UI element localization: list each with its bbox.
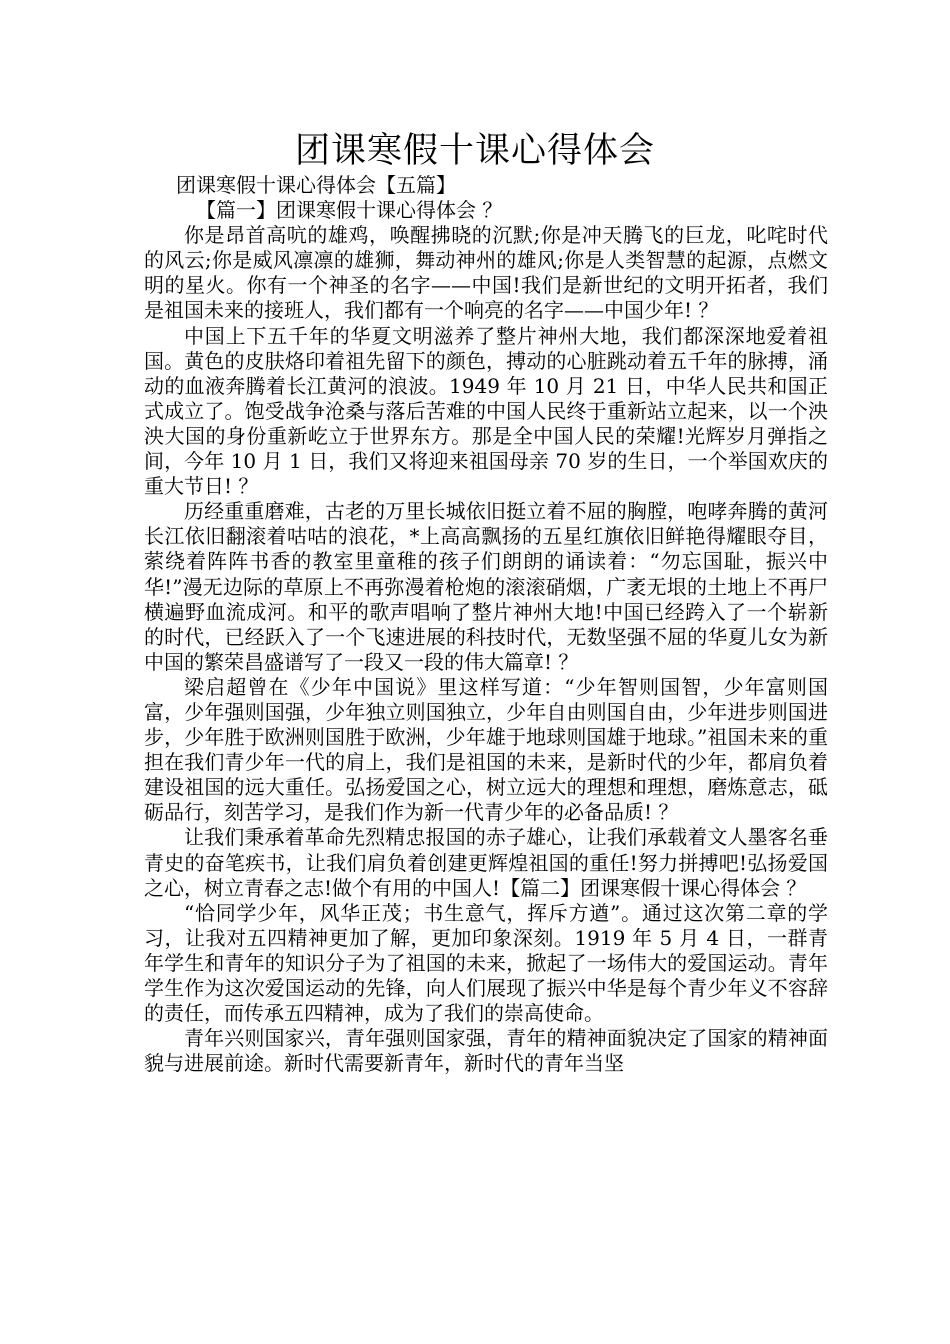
document-title: 团课寒假十课心得体会 [294, 131, 655, 171]
body-paragraph: 让我们秉承着革命先烈精忠报国的赤子雄心，让我们承载着文人墨客名垂青史的奋笔疾书，让我们肩负着创建更辉煌祖国的重任!努力拼搏吧!弘扬爱国之心，树立青春之志!做个有用的中国人!【篇二】团课寒假十课心得体会 ？ [144, 825, 828, 900]
body-paragraph: 历经重重磨难，古老的万里长城依旧挺立着不屈的胸膛，咆哮奔腾的黄河长江依旧翻滚着咕咕的浪花，*上高高飘扬的五星红旗依旧鲜艳得耀眼夺目，萦绕着阵阵书香的教室里童稚的孩子们朗朗的诵读着：“勿忘国耻，振兴中华!”漫无边际的草原上不再弥漫着枪炮的滚滚硝烟，广袤无垠的土地上不再尸横遍野血流成河。和平的歌声唱响了整片神州大地!中国已经跨入了一个崭新的时代，已经跃入了一个飞速进展的科技时代，无数坚强不屈的华夏儿女为新中国的繁荣昌盛谱写了一段又一段的伟大篇章! ？ [144, 499, 828, 674]
body-paragraph: “恰同学少年，风华正茂；书生意气，挥斥方遒”。通过这次第二章的学习，让我对五四精神更加了解，更加印象深刻。1919 年 5 月 4 日，一群青年学生和青年的知识分子为了祖国的未来，掀起了一场伟大的爱国运动。青年学生作为这次爱国运动的先锋，向人们展现了振兴中华是每个青少年义不容辞的责任，而传承五四精神，成为了我们的崇高使命。 [144, 900, 828, 1026]
document-body [144, 173, 828, 1076]
document-subtitle: 团课寒假十课心得体会【五篇】 [176, 173, 456, 197]
body-paragraph: 青年兴则国家兴，青年强则国家强，青年的精神面貌决定了国家的精神面貌与进展前途。新时代需要新青年，新时代的青年当坚 [144, 1026, 828, 1076]
body-paragraph: 你是昂首高吭的雄鸡，唤醒拂晓的沉默;你是冲天腾飞的巨龙，叱咤时代的风云;你是威风凛凛的雄狮，舞动神州的雄风;你是人类智慧的起源，点燃文明的星火。你有一个神圣的名字——中国!我们是新世纪的文明开拓者，我们是祖国未来的接班人，我们都有一个响亮的名字——中国少年! ？ [144, 223, 828, 323]
body-paragraph: 中国上下五千年的华夏文明滋养了整片神州大地，我们都深深地爱着祖国。黄色的皮肤烙印着祖先留下的颜色，搏动的心脏跳动着五千年的脉搏，涌动的血液奔腾着长江黄河的浪波。1949 年 10 月 21 日，中华人民共和国正式成立了。饱受战争沧桑与落后苦难的中国人民终于重新站立起来，以一个泱泱大国的身份重新屹立于世界东方。那是全中国人民的荣耀!光辉岁月弹指之间，今年 10 月 1 日，我们又将迎来祖国母亲 70 岁的生日，一个举国欢庆的重大节日! ？ [144, 323, 828, 499]
section-heading: 【篇一】团课寒假十课心得体会 ？ [196, 198, 503, 223]
body-paragraph: 梁启超曾在《少年中国说》里这样写道：“少年智则国智，少年富则国富，少年强则国强，少年独立则国独立，少年自由则国自由，少年进步则国进步，少年胜于欧洲则国胜于欧洲，少年雄于地球则国雄于地球。”祖国未来的重担在我们青少年一代的肩上，我们是祖国的未来，是新时代的少年，都肩负着建设祖国的远大重任。弘扬爱国之心，树立远大的理想和理想，磨炼意志，砥砺品行，刻苦学习，是我们作为新一代青少年的必备品质! ？ [144, 674, 828, 825]
